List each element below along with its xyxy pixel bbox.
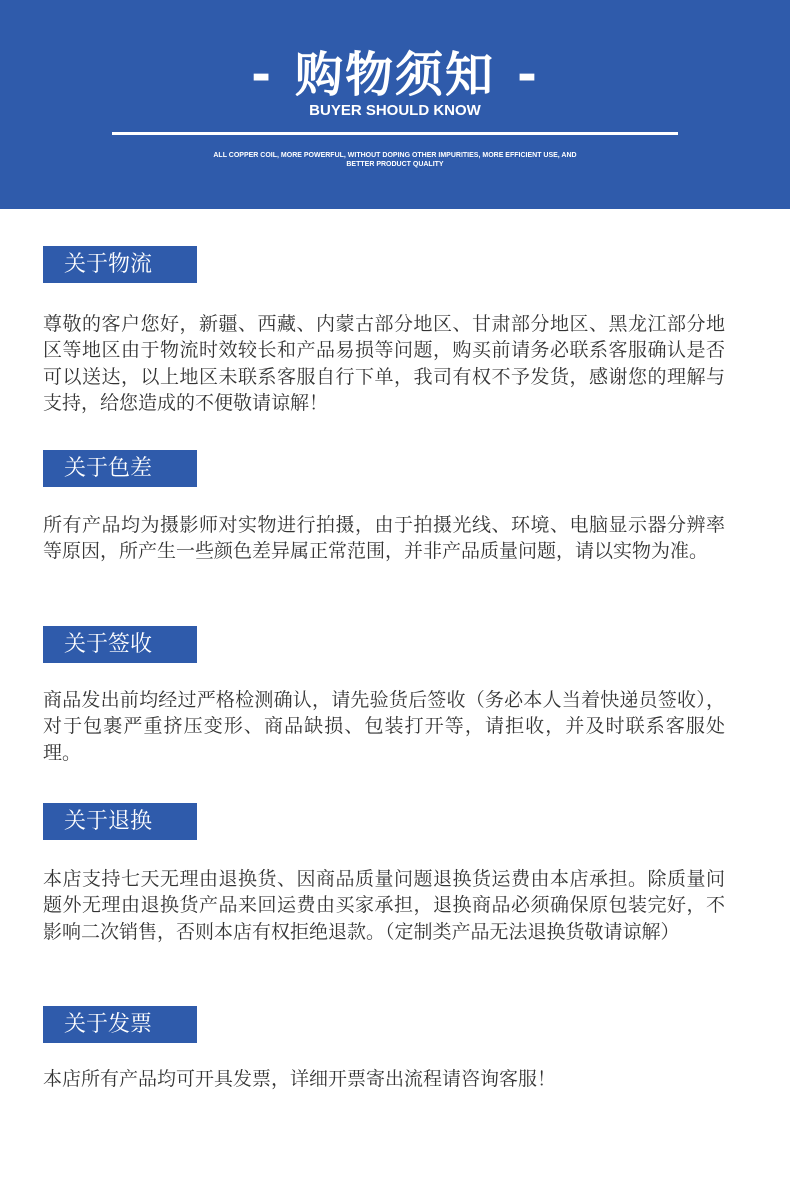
section-label-logistics: 关于物流 bbox=[43, 246, 197, 283]
section-body-logistics: 尊敬的客户您好，新疆、西藏、内蒙古部分地区、甘肃部分地区、黑龙江部分地区等地区由于物流时效较长和产品易损等问题，购买前请务必联系客服确认是否可以送达，以上地区未联系客服自行下单，我司有权不予发货，感谢您的理解与支持，给您造成的不便敬请谅解！ bbox=[43, 313, 725, 415]
section-body-returns: 本店支持七天无理由退换货、因商品质量问题退换货运费由本店承担。除质量问题外无理由退换货产品来回运费由买家承担，退换商品必须确保原包装完好，不影响二次销售，否则本店有权拒绝退款。（定制类产品无法退换货敬请谅解） bbox=[43, 868, 725, 943]
section-label-receipt: 关于签收 bbox=[43, 626, 197, 663]
title-text: 购物须知 bbox=[294, 47, 495, 103]
section-body-color-difference: 所有产品均为摄影师对实物进行拍摄，由于拍摄光线、环境、电脑显示器分辨率等原因，所产生一些颜色差异属正常范围，并非产品质量问题，请以实物为准。 bbox=[43, 514, 725, 563]
header-banner bbox=[0, 0, 790, 209]
title-dash-left: - bbox=[251, 47, 273, 103]
section-label-color-difference: 关于色差 bbox=[43, 450, 197, 487]
section-body-receipt: 商品发出前均经过严格检测确认，请先验货后签收（务必本人当着快递员签收），对于包裹严重挤压变形、商品缺损、包装打开等，请拒收，并及时联系客服处理。 bbox=[43, 689, 725, 764]
title-dash-right: - bbox=[517, 47, 539, 103]
section-label-returns: 关于退换 bbox=[43, 803, 197, 840]
section-label-invoice: 关于发票 bbox=[43, 1006, 197, 1043]
banner-divider bbox=[112, 132, 678, 135]
page-subtitle: BUYER SHOULD KNOW bbox=[309, 102, 481, 119]
section-body-invoice: 本店所有产品均可开具发票，详细开票寄出流程请咨询客服！ bbox=[43, 1068, 557, 1090]
banner-tagline: ALL COPPER COIL, MORE POWERFUL, WITHOUT DOPING OTHER IMPURITIES, MORE EFFICIENT USE, AND BETTER PRODUCT QUALITY bbox=[213, 152, 577, 168]
page-title bbox=[0, 36, 790, 105]
